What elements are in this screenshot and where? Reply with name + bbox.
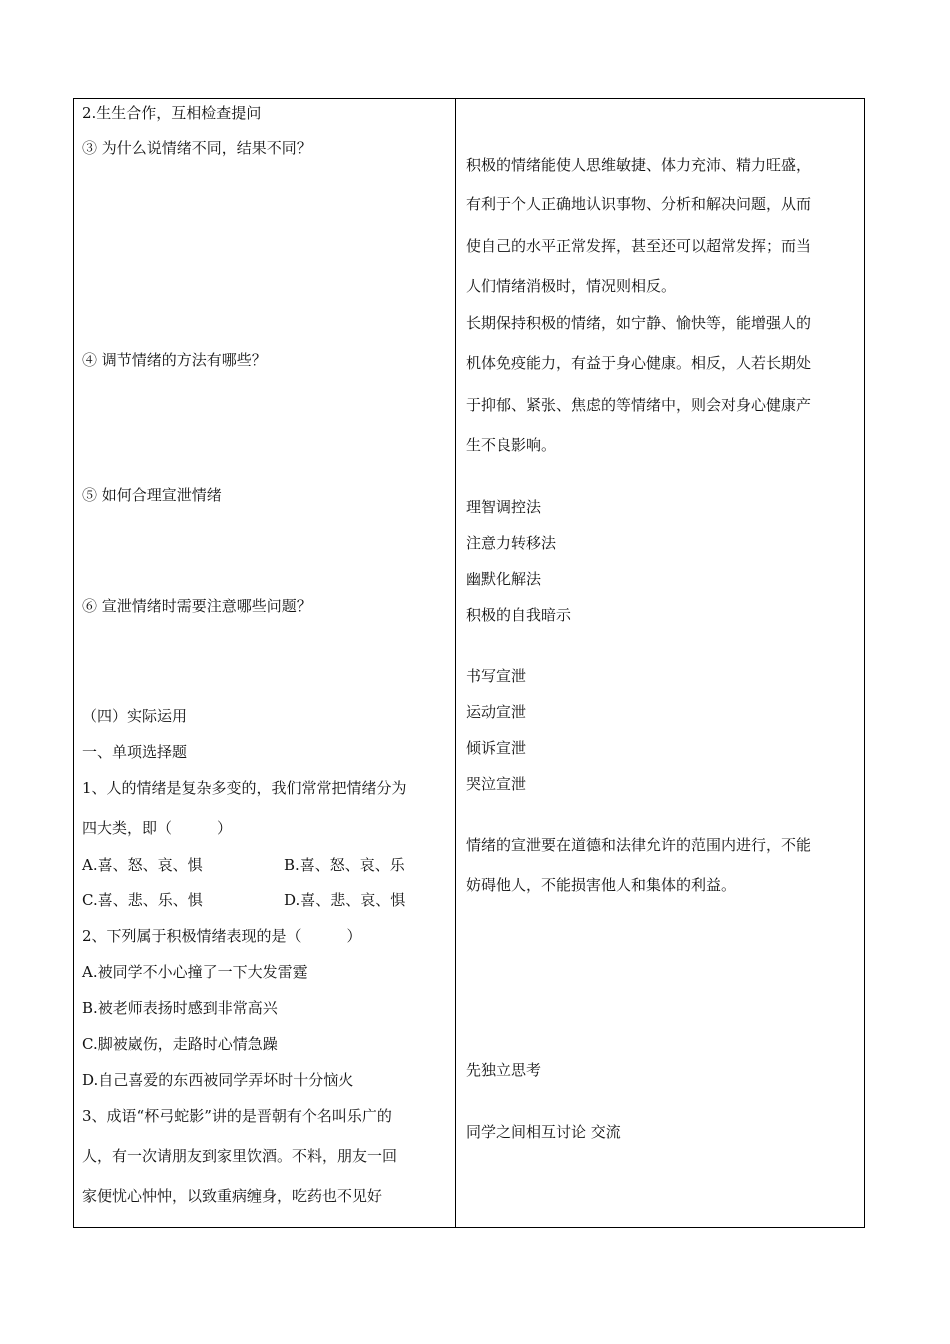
method-3: 幽默化解法 [466,570,542,588]
discuss: 同学之间相互讨论 交流 [466,1123,621,1141]
answer3b-line3: 于抑郁、紧张、焦虑的等情绪中，则会对身心健康产 [466,396,812,414]
question-4: ④ 调节情绪的方法有哪些？ [82,351,267,369]
method-4: 积极的自我暗示 [466,606,572,624]
answer3b-line2: 机体免疫能力，有益于身心健康。相反，人若长期处 [466,354,812,372]
answer3b-line1: 长期保持积极的情绪，如宁静、愉快等，能增强人的 [466,314,812,332]
vent-2: 运动宣泄 [466,703,527,721]
item1-option-a: A.喜、怒、哀、惧 [82,856,203,874]
answer3-line4: 人们情绪消极时，情况则相反。 [466,277,677,295]
question-5: ⑤ 如何合理宣泄情绪 [82,486,222,504]
method-2: 注意力转移法 [466,534,557,552]
answer3-line3: 使自己的水平正常发挥，甚至还可以超常发挥；而当 [466,237,812,255]
item1-line1: 1、人的情绪是复杂多变的，我们常常把情绪分为 [82,779,407,797]
note-line1: 情绪的宣泄要在道德和法律允许的范围内进行，不能 [466,836,812,854]
column-divider [455,98,456,1228]
vent-4: 哭泣宣泄 [466,775,527,793]
item2-stem: 2、下列属于积极情绪表现的是（ ） [82,927,362,945]
vent-3: 倾诉宣泄 [466,739,527,757]
section-practice: （四）实际运用 [82,707,188,725]
item1-option-d: D.喜、悲、哀、惧 [284,891,406,909]
vent-1: 书写宣泄 [466,667,527,685]
item2-option-d: D.自己喜爱的东西被同学弄坏时十分恼火 [82,1071,354,1089]
item2-option-c: C.脚被崴伤，走路时心情急躁 [82,1035,278,1053]
lesson-table [73,98,865,1228]
choice-title: 一、单项选择题 [82,743,188,761]
item3-line3: 家便忧心忡忡，以致重病缠身，吃药也不见好 [82,1187,383,1205]
item2-option-b: B.被老师表扬时感到非常高兴 [82,999,278,1017]
item3-line2: 人，有一次请朋友到家里饮酒。不料，朋友一回 [82,1147,398,1165]
item1-line2: 四大类，即（ ） [82,819,233,837]
note-line2: 妨碍他人，不能损害他人和集体的利益。 [466,876,737,894]
heading-cooperation: 2.生生合作，互相检查提问 [82,104,262,122]
method-1: 理智调控法 [466,498,542,516]
answer3-line1: 积极的情绪能使人思维敏捷、体力充沛、精力旺盛， [466,156,812,174]
think-first: 先独立思考 [466,1061,542,1079]
answer3b-line4: 生不良影响。 [466,436,557,454]
item1-option-b: B.喜、怒、哀、乐 [284,856,405,874]
question-6: ⑥ 宣泄情绪时需要注意哪些问题？ [82,597,312,615]
item1-option-c: C.喜、悲、乐、惧 [82,891,203,909]
item2-option-a: A.被同学不小心撞了一下大发雷霆 [82,963,308,981]
answer3-line2: 有利于个人正确地认识事物、分析和解决问题，从而 [466,195,812,213]
question-3: ③ 为什么说情绪不同，结果不同？ [82,139,312,157]
item3-line1: 3、成语“杯弓蛇影”讲的是晋朝有个名叫乐广的 [82,1107,392,1125]
